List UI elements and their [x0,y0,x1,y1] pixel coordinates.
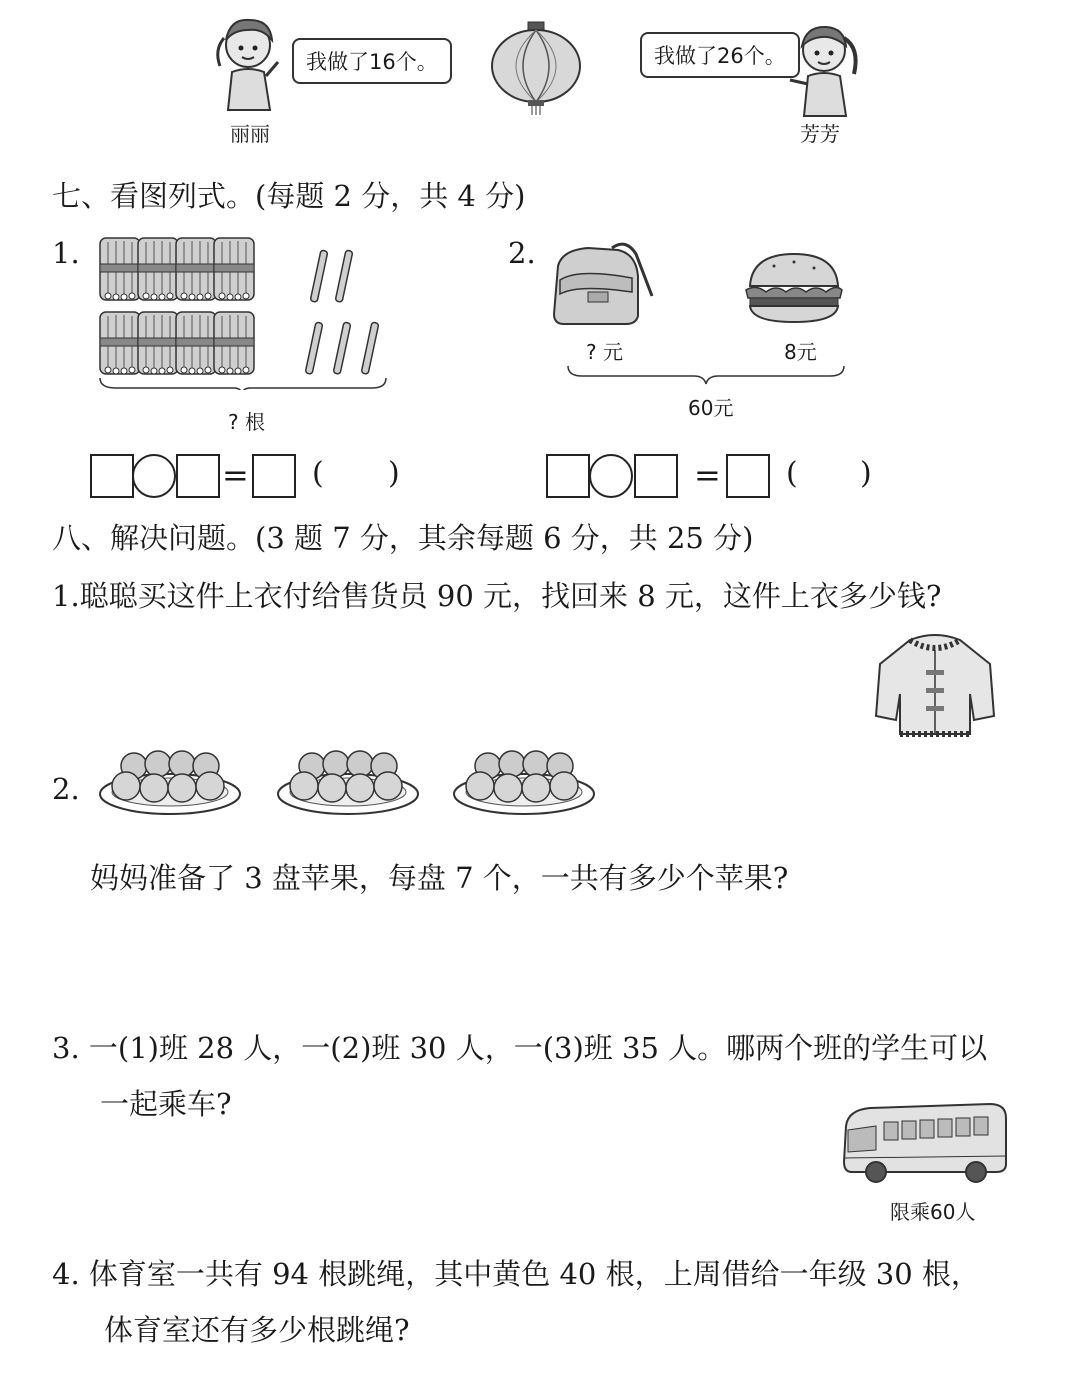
fangfang-speech-bubble: 我做了26个。 [640,32,800,78]
q2-answer-box-2[interactable] [634,454,678,498]
total-brace [566,364,846,386]
lili-speech-bubble: 我做了16个。 [292,38,452,84]
section8-q4-line1: 4. 体育室一共有 94 根跳绳，其中黄色 40 根，上周借给一年级 30 根， [52,1257,980,1291]
burger-icon [744,250,844,326]
section7-q1-number: 1. [52,236,80,270]
section8-q2-number: 2. [52,772,80,806]
stick-bundles-icon [96,230,396,390]
section8-q3-line1: 3. 一(1)班 28 人，一(2)班 30 人，一(3)班 35 人。哪两个班的学生可以 [52,1031,988,1065]
backpack-icon [548,236,660,328]
q1-equals: = [222,456,249,494]
q1-answer-box-2[interactable] [176,454,220,498]
section8-q1-text: 1.聪聪买这件上衣付给售货员 90 元，找回来 8 元，这件上衣多少钱? [52,579,942,613]
apple-plates-icon [96,744,606,820]
section7-q1-caption: ? 根 [228,410,265,434]
section8-q3-line2: 一起乘车? [100,1087,232,1121]
bus-capacity-label: 限乘60人 [890,1200,976,1224]
q2-result-box[interactable] [726,454,770,498]
q2-unit-paren-open: ( [786,456,798,491]
bus-icon [840,1100,1010,1186]
girl-fangfang-icon [784,18,866,118]
total-price-label: 60元 [688,396,734,420]
q1-result-box[interactable] [252,454,296,498]
section7-q2-number: 2. [508,236,536,270]
backpack-price-label: ? 元 [586,340,623,364]
section8-title: 八、解决问题。(3 题 7 分，其余每题 6 分，共 25 分) [52,521,754,555]
fangfang-name: 芳芳 [800,122,840,146]
q1-unit-paren-close: ) [388,456,400,491]
q1-operator-circle[interactable] [132,454,176,498]
lantern-icon [488,20,584,116]
girl-lili-icon [210,10,290,115]
q1-unit-paren-open: ( [312,456,324,491]
q2-equals: = [694,456,721,494]
q2-answer-box-1[interactable] [546,454,590,498]
q2-operator-circle[interactable] [589,454,633,498]
section8-q4-line2: 体育室还有多少根跳绳? [104,1313,410,1347]
section7-title: 七、看图列式。(每题 2 分，共 4 分) [52,179,526,213]
q2-unit-paren-close: ) [860,456,872,491]
burger-price-label: 8元 [784,340,817,364]
coat-icon [870,630,1000,742]
q1-answer-box-1[interactable] [90,454,134,498]
lili-name: 丽丽 [230,122,270,146]
section8-q2-text: 妈妈准备了 3 盘苹果，每盘 7 个，一共有多少个苹果? [90,861,789,895]
